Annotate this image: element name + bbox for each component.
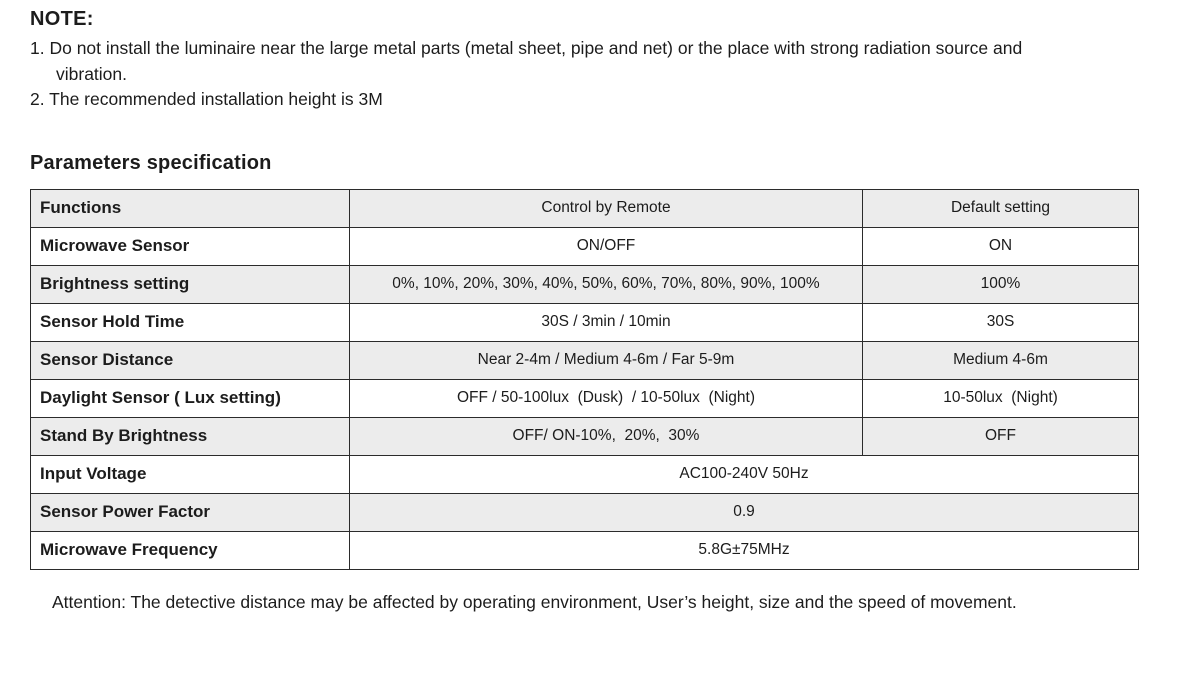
- header-default-setting: Default setting: [863, 189, 1139, 227]
- function-label: Sensor Hold Time: [31, 303, 350, 341]
- default-value: 10-50lux (Night): [863, 379, 1139, 417]
- function-label: Sensor Power Factor: [31, 493, 350, 531]
- table-row-daylight-sensor: [31, 379, 1139, 417]
- parameters-table: [30, 189, 1139, 570]
- control-value: OFF/ ON-10%, 20%, 30%: [350, 417, 863, 455]
- function-label: Stand By Brightness: [31, 417, 350, 455]
- attention-note: [52, 587, 1177, 618]
- default-value: 30S: [863, 303, 1139, 341]
- function-label: Sensor Distance: [31, 341, 350, 379]
- table-row-microwave-frequency: [31, 531, 1139, 569]
- merged-value: AC100-240V 50Hz: [350, 455, 1139, 493]
- function-label: Microwave Sensor: [31, 227, 350, 265]
- control-value: 30S / 3min / 10min: [350, 303, 863, 341]
- function-label: Microwave Frequency: [31, 531, 350, 569]
- function-label: Input Voltage: [31, 455, 350, 493]
- table-row-standby-brightness: [31, 417, 1139, 455]
- table-row-sensor-power-factor: [31, 493, 1139, 531]
- note-list: [30, 36, 1092, 113]
- table-row-brightness-setting: [31, 265, 1139, 303]
- function-label: Brightness setting: [31, 265, 350, 303]
- table-row-sensor-hold-time: [31, 303, 1139, 341]
- note-title: NOTE:: [30, 8, 94, 30]
- default-value: Medium 4-6m: [863, 341, 1139, 379]
- note-item-2: 2. The recommended installation height is 3M: [30, 89, 383, 109]
- default-value: OFF: [863, 417, 1139, 455]
- table-row-input-voltage: [31, 455, 1139, 493]
- header-functions: Functions: [31, 189, 350, 227]
- control-value: ON/OFF: [350, 227, 863, 265]
- header-control-by-remote: Control by Remote: [350, 189, 863, 227]
- table-row-sensor-distance: [31, 341, 1139, 379]
- control-value: 0%, 10%, 20%, 30%, 40%, 50%, 60%, 70%, 80%, 90%, 100%: [350, 265, 863, 303]
- control-value: OFF / 50-100lux (Dusk) / 10-50lux (Night): [350, 379, 863, 417]
- table-row-microwave-sensor: [31, 227, 1139, 265]
- attention-text: The detective distance may be affected by operating environment, User’s height, size and the speed of movement.: [130, 591, 1017, 612]
- merged-value: 5.8G±75MHz: [350, 531, 1139, 569]
- default-value: 100%: [863, 265, 1139, 303]
- function-label: Daylight Sensor ( Lux setting): [31, 379, 350, 417]
- attention-label: Attention:: [52, 591, 126, 612]
- note-item-1: 1. Do not install the luminaire near the large metal parts (metal sheet, pipe and net) or the place with strong radiation source and vibration.: [30, 38, 1023, 84]
- control-value: Near 2-4m / Medium 4-6m / Far 5-9m: [350, 341, 863, 379]
- default-value: ON: [863, 227, 1139, 265]
- table-header-row: [31, 189, 1139, 227]
- section-title: Parameters specification: [30, 151, 272, 174]
- merged-value: 0.9: [350, 493, 1139, 531]
